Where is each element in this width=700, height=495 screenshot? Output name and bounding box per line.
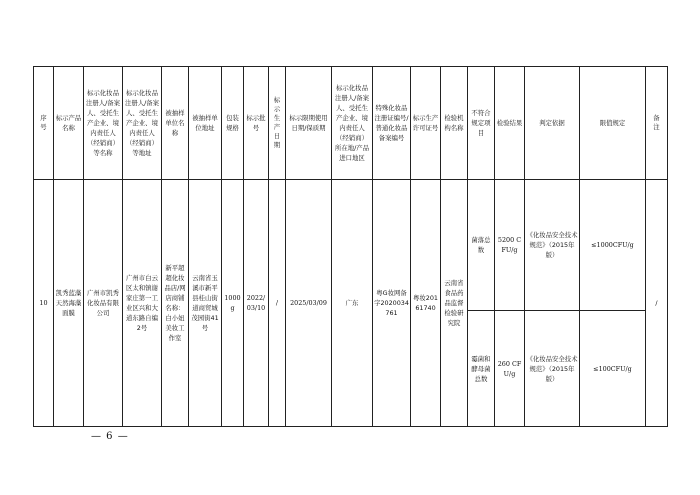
header-limit: 限值规定 xyxy=(580,67,646,180)
result-cell: 260 CFU/g xyxy=(495,311,525,427)
seq-cell: 10 xyxy=(34,180,54,427)
header-seq: 序号 xyxy=(34,67,54,180)
basis-cell: 《化妆品安全技术规范》（2015年版） xyxy=(525,180,580,311)
header-result: 检验结果 xyxy=(495,67,525,180)
batch-cell: 2022/03/10 xyxy=(244,180,269,427)
header-inspector: 检验机构名称 xyxy=(441,67,468,180)
header-row xyxy=(34,67,668,180)
header-basis: 判定依据 xyxy=(525,67,580,180)
result-cell: 5200 CFU/g xyxy=(495,180,525,311)
header-expiry: 标示限期使用日期/保质期 xyxy=(286,67,332,180)
header-special-number: 特殊化妆品注册证编号/普通化妆品备案编号 xyxy=(373,67,411,180)
header-batch: 标示批号 xyxy=(244,67,269,180)
special-number-cell: 粤G妆网备字2020034761 xyxy=(373,180,411,427)
header-sampled-address: 被抽样单位地址 xyxy=(189,67,222,180)
origin-cell: 广东 xyxy=(332,180,373,427)
page-number: — 6 — xyxy=(91,431,129,442)
item-cell: 菌落总数 xyxy=(468,180,495,311)
inspector-cell: 云南省食品药品监督检验研究院 xyxy=(441,180,468,427)
header-registrant-address: 标示化妆品注册人/备案人、受托生产企业、境内责任人（经销商）等地址 xyxy=(123,67,162,180)
package-cell: 1000g xyxy=(222,180,244,427)
registrant-cell: 广州市凯秀化妆品有限公司 xyxy=(84,180,123,427)
sampled-unit-cell: 新平超超化妆品店/网店商铺名称：白小妞美妆工作室 xyxy=(162,180,189,427)
item-cell: 霉菌和酵母菌总数 xyxy=(468,311,495,427)
header-item: 不符合规定项目 xyxy=(468,67,495,180)
inspection-table xyxy=(33,66,668,427)
production-date-cell: / xyxy=(269,180,286,427)
limit-cell: ≤100CFU/g xyxy=(580,311,646,427)
license-cell: 粤妆20161740 xyxy=(411,180,441,427)
header-product: 标示产品名称 xyxy=(54,67,84,180)
registrant-address-cell: 广州市白云区太和镇谢家庄第一工业区兴和大道东路自编2号 xyxy=(123,180,162,427)
product-cell: 凯秀蓝藻天然海藻面膜 xyxy=(54,180,84,427)
header-remark: 备注 xyxy=(646,67,668,180)
header-origin: 标示化妆品注册人/备案人、受托生产企业、境内责任人（经销商）所在地/产品进口地区 xyxy=(332,67,373,180)
header-sampled-unit: 被抽样单位名称 xyxy=(162,67,189,180)
remark-cell: / xyxy=(646,180,668,427)
header-package: 包装规格 xyxy=(222,67,244,180)
sampled-address-cell: 云南省玉溪市新平县桂山街道商贸城茂园街41号 xyxy=(189,180,222,427)
header-license: 标示生产许可证号 xyxy=(411,67,441,180)
header-registrant: 标示化妆品注册人/备案人、受托生产企业、境内责任人（经销商）等名称 xyxy=(84,67,123,180)
expiry-cell: 2025/03/09 xyxy=(286,180,332,427)
limit-cell: ≤1000CFU/g xyxy=(580,180,646,311)
basis-cell: 《化妆品安全技术规范》（2015年版） xyxy=(525,311,580,427)
header-production-date: 标示生产日期 xyxy=(269,67,286,180)
table-row xyxy=(34,180,668,311)
